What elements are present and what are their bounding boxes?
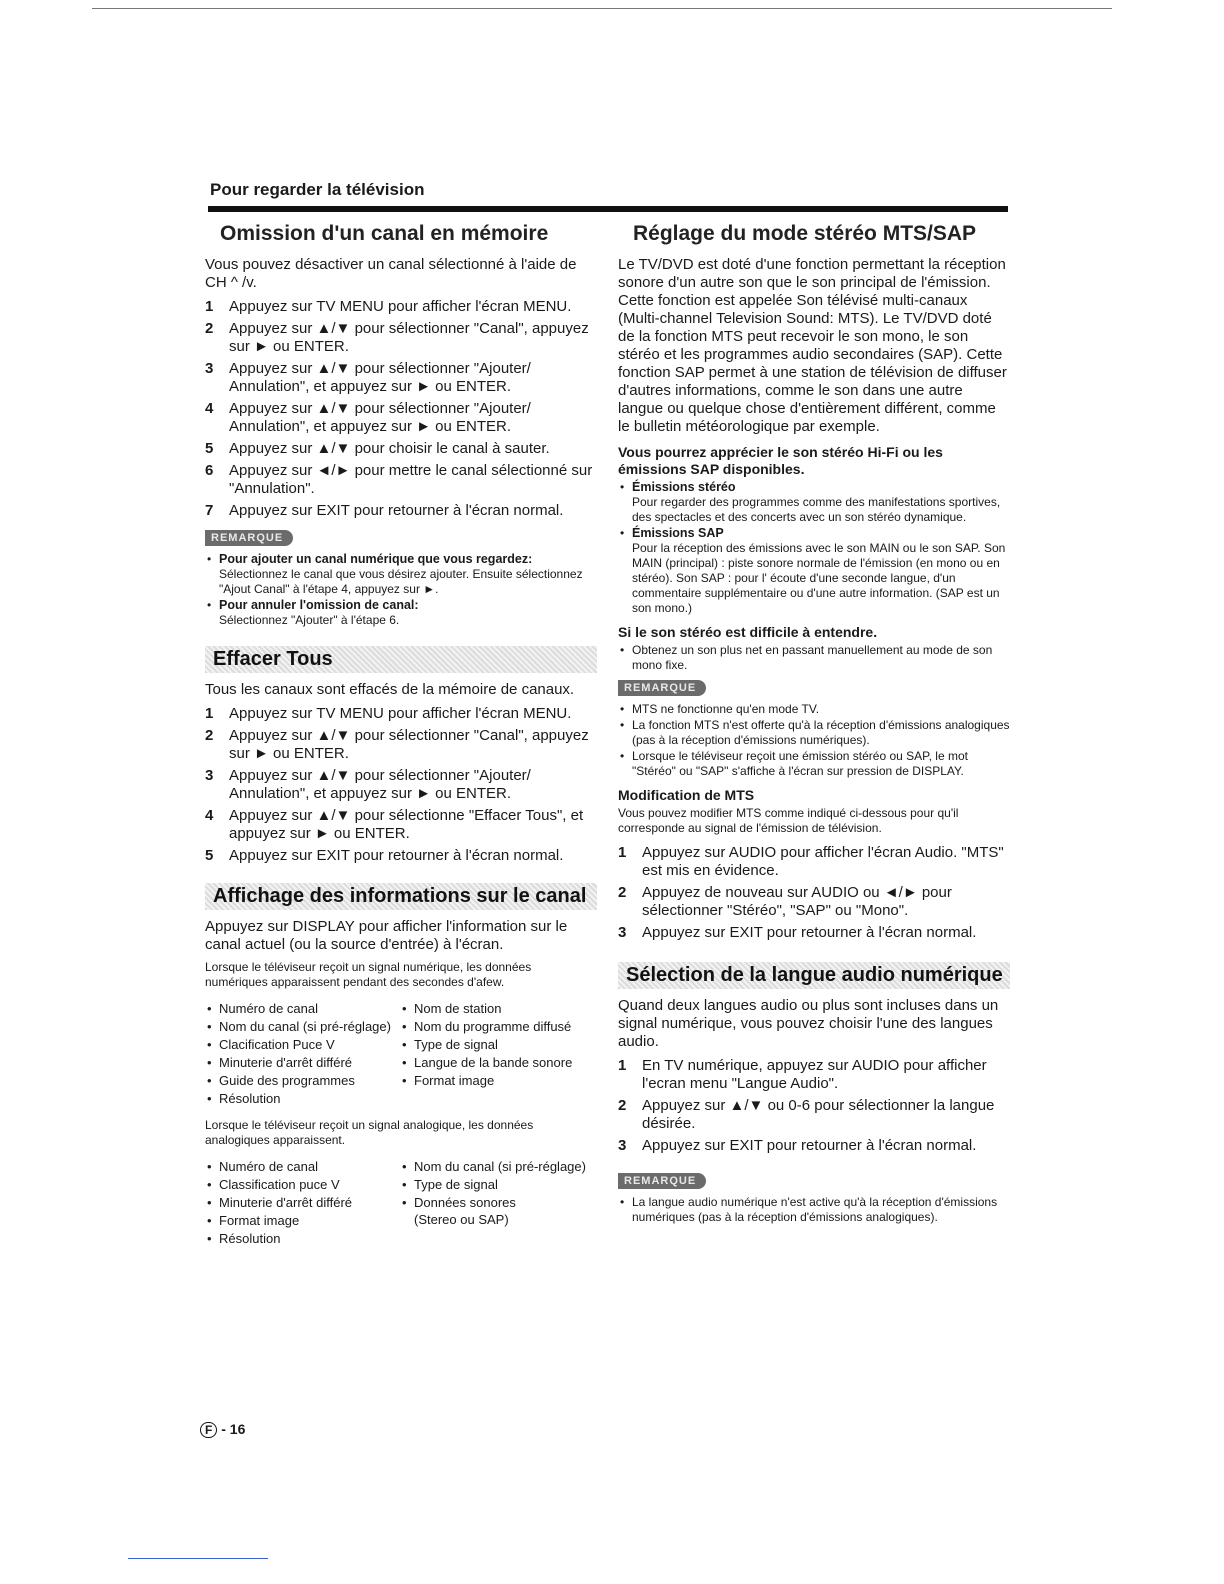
list-item: • Minuterie d'arrêt différé [205, 1054, 400, 1071]
list-item: • Obtenez un son plus net en passant manuellement au mode de son mono fixe. [618, 643, 1010, 673]
notes-list [618, 1195, 1010, 1225]
step-item: 1 Appuyez sur TV MENU pour afficher l'écran MENU. [205, 298, 572, 315]
subheading: Si le son stéréo est difficile à entendre. [618, 624, 878, 640]
section-title-affichage: Affichage des informations sur le canal [205, 883, 597, 910]
step-item: 2 Appuyez sur ▲/▼ pour sélectionner "Canal", appuyez sur ► ou ENTER. [205, 320, 589, 355]
top-border-line [92, 8, 1112, 9]
analog-note: Lorsque le téléviseur reçoit un signal analogique, les données analogiques apparaissent. [205, 1118, 534, 1147]
list-item: • Émissions SAP Pour la réception des émissions avec le son MAIN ou le son SAP. Son MAIN (principal) : piste sonore normale de l'émission (en mono ou en stéréo). Son SAP : pour l' écoute d'une seconde langue, d'un commentaire supplémentaire ou d'une autre information. (SAP est un son mono.) [618, 526, 1010, 616]
note-item: • La fonction MTS n'est offerte qu'à la réception d'émissions analogiques (pas à la réception d'émissions numériques). [618, 718, 1010, 748]
list-item: • Format image [400, 1072, 590, 1089]
list-item: • Clacification Puce V [205, 1036, 400, 1053]
section-intro: Tous les canaux sont effacés de la mémoire de canaux. [205, 681, 575, 698]
list-item: • Résolution [205, 1090, 400, 1107]
header-rule [208, 206, 1008, 212]
list-item: • Guide des programmes [205, 1072, 400, 1089]
list-item: • Langue de la bande sonore [400, 1054, 590, 1071]
remarque-badge: REMARQUE [618, 1173, 706, 1189]
note-item: • La langue audio numérique n'est active qu'à la réception d'émissions numériques (pas à la réception d'émissions analogiques). [618, 1195, 1010, 1225]
list-item: • Nom de station [400, 1000, 590, 1017]
section-title-effacer: Effacer Tous [205, 646, 597, 673]
list-item: • Type de signal [400, 1036, 590, 1053]
list-item: • Classification puce V [205, 1176, 400, 1193]
section-intro: Le TV/DVD est doté d'une fonction permettant la réception sonore d'un autre son que le son principal de l'émission. Cette fonction est appelée Son télévisé multi-canaux (Multi-channel Television Sound: MTS). Le TV/DVD doté de la fonction MTS peut recevoir le son mono, le son stéréo et les programmes audio secondaires (SAP). Cette fonction SAP permet à une station de télévision de diffuser d'autres informations, comme le son dans une autre langue ou quelque chose d'entièrement différent, comme le bulletin météorologique par exemple. [618, 256, 1007, 435]
emission-list [618, 480, 1010, 616]
step-item: 3 Appuyez sur EXIT pour retourner à l'écran normal. [618, 924, 977, 941]
note-item: • MTS ne fonctionne qu'en mode TV. [618, 702, 1010, 717]
right-column [618, 222, 1010, 1226]
remarque-badge: REMARQUE [618, 680, 706, 696]
list-item: • Numéro de canal [205, 1158, 400, 1175]
section-intro: Vous pouvez désactiver un canal sélectionné à l'aide de CH ^ /v. [205, 256, 577, 291]
step-item: 4 Appuyez sur ▲/▼ pour sélectionner "Ajouter/ Annulation", et appuyez sur ► ou ENTER. [205, 400, 531, 435]
list-item: • Résolution [205, 1230, 400, 1247]
step-item: 3 Appuyez sur ▲/▼ pour sélectionner "Ajouter/ Annulation", et appuyez sur ► ou ENTER. [205, 360, 531, 395]
step-item: 2 Appuyez sur ▲/▼ pour sélectionner "Canal", appuyez sur ► ou ENTER. [205, 727, 589, 762]
note-item: • Pour ajouter un canal numérique que vous regardez: Sélectionnez le canal que vous désirez ajouter. Ensuite sélectionnez "Ajout Canal" à l'étape 4, appuyez sur ►. [205, 552, 597, 597]
step-item: 1 En TV numérique, appuyez sur AUDIO pour afficher l'ecran menu "Langue Audio". [618, 1057, 987, 1092]
step-item: 2 Appuyez sur ▲/▼ ou 0-6 pour sélectionner la langue désirée. [618, 1097, 995, 1132]
list-item: • Minuterie d'arrêt différé [205, 1194, 400, 1211]
list-item: • Nom du programme diffusé [400, 1018, 590, 1035]
section-intro: Quand deux langues audio ou plus sont incluses dans un signal numérique, vous pouvez choisir l'une des langues audio. [618, 997, 999, 1050]
step-item: 5 Appuyez sur EXIT pour retourner à l'écran normal. [205, 847, 564, 864]
steps-list [618, 844, 1010, 942]
remarque-badge: REMARQUE [205, 530, 293, 546]
list-item: • Numéro de canal [205, 1000, 400, 1017]
section-title-omission: Omission d'un canal en mémoire [220, 222, 549, 245]
notes-list [205, 552, 597, 628]
notes-list [618, 702, 1010, 779]
left-column [205, 222, 597, 1258]
list-item-sub: (Stereo ou SAP) [414, 1212, 509, 1227]
page-number: F - 16 [200, 1421, 245, 1438]
step-item: 4 Appuyez sur ▲/▼ pour sélectionne "Effacer Tous", et appuyez sur ► ou ENTER. [205, 807, 584, 842]
page-header: Pour regarder la télévision [210, 180, 425, 199]
language-circle-icon: F [200, 1422, 217, 1438]
section-intro: Vous pouvez modifier MTS comme indiqué ci-dessous pour qu'il corresponde au signal de l'émission de télévision. [618, 806, 959, 835]
step-item: 3 Appuyez sur ▲/▼ pour sélectionner "Ajouter/ Annulation", et appuyez sur ► ou ENTER. [205, 767, 531, 802]
note-item: • Lorsque le téléviseur reçoit une émission stéréo ou SAP, le mot "Stéréo" ou "SAP" s'affiche à l'écran sur pression de DISPLAY. [618, 749, 1010, 779]
list-item: • Nom du canal (si pré-réglage) [400, 1158, 590, 1175]
list-item: • Nom du canal (si pré-réglage) [205, 1018, 400, 1035]
step-item: 3 Appuyez sur EXIT pour retourner à l'écran normal. [618, 1137, 977, 1154]
step-item: 6 Appuyez sur ◄/► pour mettre le canal sélectionné sur "Annulation". [205, 462, 593, 497]
section-title-mts: Réglage du mode stéréo MTS/SAP [633, 222, 977, 245]
list-item: • Données sonores [400, 1194, 590, 1211]
digital-info-grid [205, 1000, 597, 1108]
subheading: Modification de MTS [618, 787, 755, 803]
section-intro: Appuyez sur DISPLAY pour afficher l'information sur le canal actuel (ou la source d'entrée) à l'écran. [205, 918, 568, 953]
list-item: • Émissions stéréo Pour regarder des programmes comme des manifestations sportives, des spectacles et des concerts avec un son stéréo dynamique. [618, 480, 1010, 525]
subheading: Vous pourrez apprécier le son stéréo Hi-Fi ou les émissions SAP disponibles. [618, 444, 943, 477]
step-item: 1 Appuyez sur TV MENU pour afficher l'écran MENU. [205, 705, 572, 722]
section-title-langue: Sélection de la langue audio numérique [618, 962, 1010, 989]
steps-list [205, 298, 597, 520]
note-item: • Pour annuler l'omission de canal: Sélectionnez "Ajouter" à l'étape 6. [205, 598, 597, 628]
analog-info-grid [205, 1158, 597, 1248]
steps-list [205, 705, 597, 865]
step-item: 2 Appuyez de nouveau sur AUDIO ou ◄/► pour sélectionner "Stéréo", "SAP" ou "Mono". [618, 884, 952, 919]
step-item: 5 Appuyez sur ▲/▼ pour choisir le canal à sauter. [205, 440, 550, 457]
steps-list [618, 1057, 1010, 1155]
step-item: 1 Appuyez sur AUDIO pour afficher l'écran Audio. "MTS" est mis en évidence. [618, 844, 1004, 879]
bottom-link-line [128, 1558, 268, 1559]
digital-note: Lorsque le téléviseur reçoit un signal numérique, les données numériques apparaissent pendant des secondes d'afew. [205, 960, 532, 989]
list-item: • Type de signal [400, 1176, 590, 1193]
list-item: • Format image [205, 1212, 400, 1229]
step-item: 7 Appuyez sur EXIT pour retourner à l'écran normal. [205, 502, 564, 519]
